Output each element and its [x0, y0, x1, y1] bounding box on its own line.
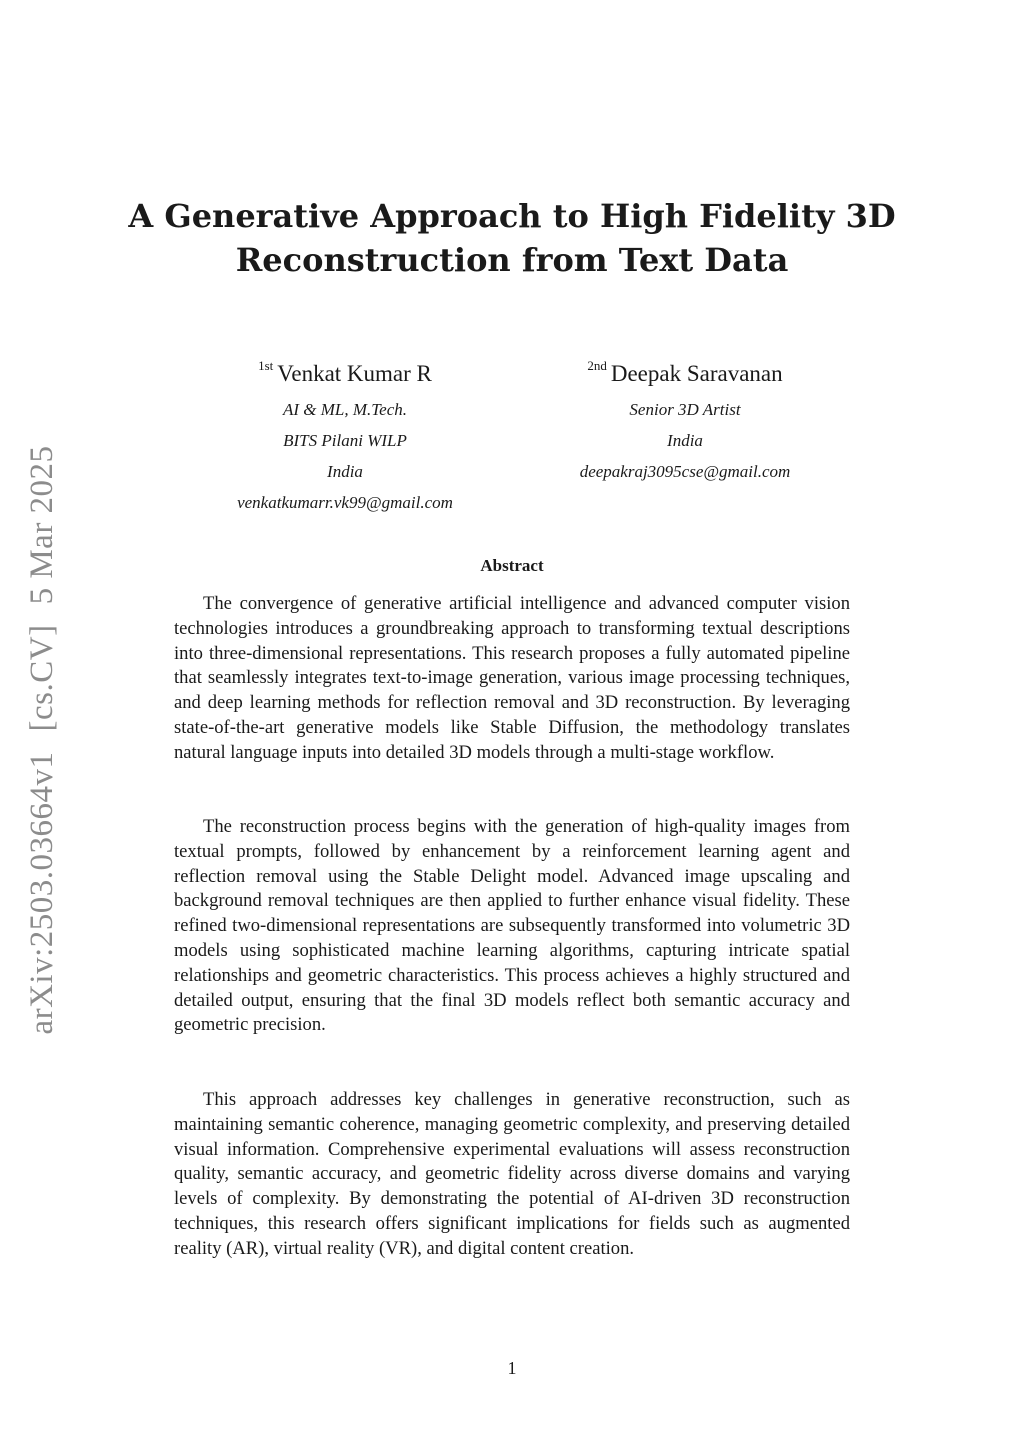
abstract-paragraph-1: The convergence of generative artificial intelligence and advanced computer vision technologies introduces a groundbreaking approach to transforming textual descriptions into three-dimensional representations. This research proposes a fully automated pipeline that seamlessly integrates text-to-image generation, various image processing techniques, and deep learning methods for reflection removal and 3D reconstruction. By leveraging state-of-the-art generative models like Stable Diffusion, the methodology translates natural language inputs into detailed 3D models through a multi-stage workflow. [174, 593, 850, 763]
author-country: India [667, 431, 703, 450]
author-ordinal: 2nd [587, 358, 607, 373]
author-name-line [540, 350, 830, 390]
author-block-1 [200, 350, 490, 518]
arxiv-identifier-stamp[interactable] [14, 440, 70, 1040]
author-affiliation: AI & ML, M.Tech. [282, 400, 408, 419]
author-email[interactable]: venkatkumarr.vk99@gmail.com [237, 493, 453, 512]
author-email[interactable]: deepakraj3095cse@gmail.com [579, 462, 791, 481]
author-name: Venkat Kumar R [277, 361, 432, 386]
author-name: Deepak Saravanan [610, 361, 783, 386]
author-country: India [327, 462, 363, 481]
page-number: 1 [507, 1358, 517, 1378]
arxiv-id: arXiv:2503.03664v1 [23, 751, 60, 1035]
paper-title [100, 194, 924, 282]
author-institution: BITS Pilani WILP [283, 431, 407, 450]
author-block-2 [540, 350, 830, 487]
arxiv-category: [cs.CV] [23, 624, 60, 732]
author-name-line [200, 350, 490, 390]
arxiv-date: 5 Mar 2025 [23, 445, 60, 605]
abstract-paragraph-3: This approach addresses key challenges in generative reconstruction, such as maintaining semantic coherence, managing geometric complexity, and preserving detailed visual information. Comprehensive experimental evaluations will assess reconstruction quality, semantic accuracy, and geometric fidelity across diverse domains and varying levels of complexity. By demonstrating the potential of AI-driven 3D reconstruction techniques, this research offers significant implications for fields such as augmented reality (AR), virtual reality (VR), and digital content creation. [174, 1089, 850, 1259]
title-line-2: Reconstruction from Text Data [235, 241, 789, 279]
author-affiliation: Senior 3D Artist [629, 400, 741, 419]
author-ordinal: 1st [258, 358, 274, 373]
abstract-paragraph-2: The reconstruction process begins with the generation of high-quality images from textual prompts, followed by enhancement by a reinforcement learning agent and reflection removal using the Stable Delight model. Advanced image upscaling and background removal techniques are then applied to further enhance visual fidelity. These refined two-dimensional representations are subsequently transformed into volumetric 3D models using sophisticated machine learning algorithms, capturing intricate spatial relationships and geometric characteristics. This process achieves a highly structured and detailed output, ensuring that the final 3D models reflect both semantic accuracy and geometric precision. [174, 816, 850, 1036]
abstract-heading: Abstract [480, 556, 544, 575]
title-line-1: A Generative Approach to High Fidelity 3D [128, 197, 896, 235]
